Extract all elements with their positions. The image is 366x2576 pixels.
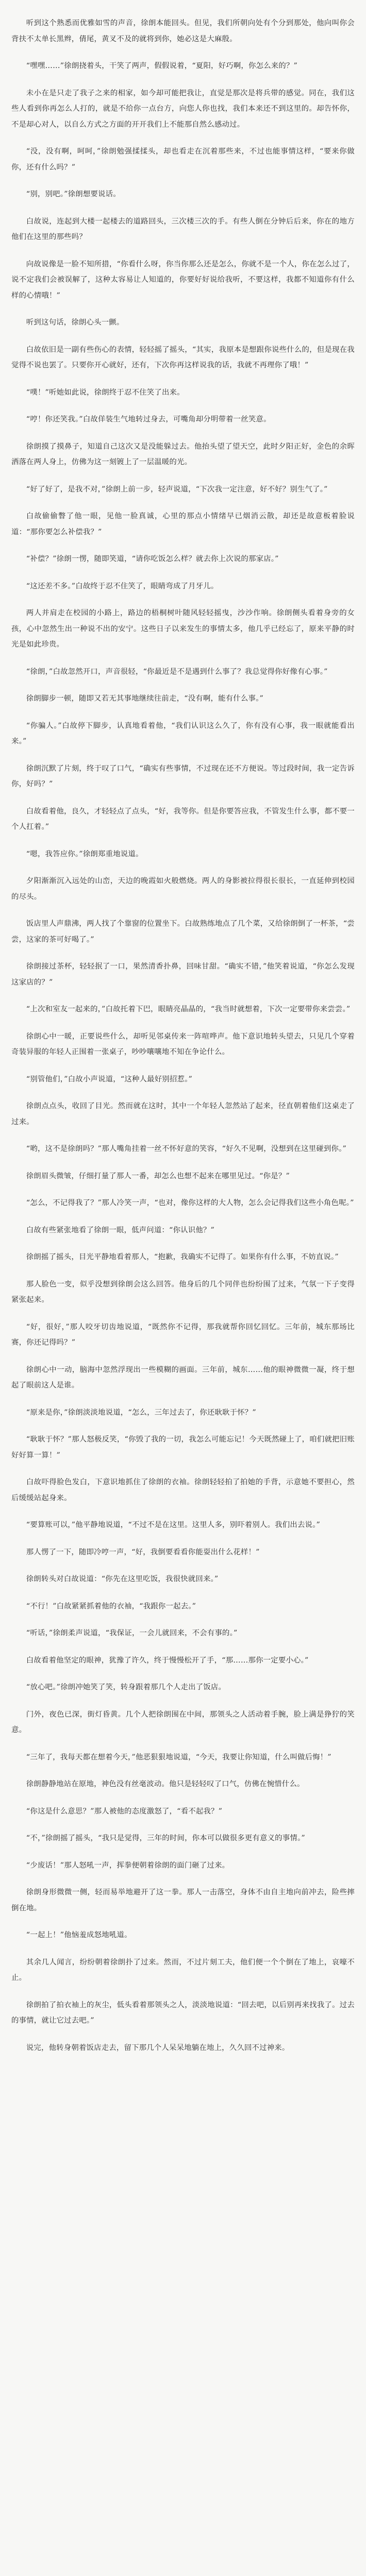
- article-paragraph: “哼！你还笑我。”白故佯装生气地转过身去，可嘴角却分明带着一丝笑意。: [26, 415, 271, 423]
- article-paragraph: “不行！”白故紧紧抓着他的衣袖，“我跟你一起去。”: [26, 1602, 196, 1611]
- article-paragraph: “噗！”听她如此说，徐朗终于忍不住笑了出来。: [26, 388, 185, 397]
- article-paragraph: 白故偷偷瞥了他一眼，见他一脸真诚，心里的那点小情绪早已烟消云散，却还是故意板着脸说道：“那你要怎么补偿我？”: [11, 512, 355, 536]
- article-paragraph: 向故说像是一脸不知所措，“你看什么呀，你当你那么还是怎么，你就不是一个人，你在怎么过了，说不定我们会被误解了，这种太容易让人知道的，你要好好说给我听，不要这样，我都不知道你有什么样的心情哦！”: [11, 260, 355, 300]
- article-paragraph: 徐朗摇了摇头，目光平静地看着那人，“抱歉，我确实不记得了。如果你有什么事，不妨直说。”: [26, 1253, 339, 1261]
- article-paragraph: “耿耿于怀？”那人怒极反笑，“你毁了我的一切，我怎么可能忘记！今天既然碰上了，咱们就把旧账好好算一算！”: [11, 1435, 355, 1460]
- article-paragraph: 白故说，连起到大楼一起楼去的道路回头，三次楼三次的手。有些人倒在分钟后后来，你在的地方他们在这里的那些吗？: [11, 217, 355, 241]
- article-paragraph: 徐朗心中一动，脑海中忽然浮现出一些模糊的画面。三年前，城东……他的眼神微微一凝，终于想起了眼前这人是谁。: [11, 1365, 355, 1389]
- article-paragraph: 那人脸色一变，似乎没想到徐朗会这么回答。他身后的几个同伴也纷纷围了过来，气氛一下子变得紧张起来。: [11, 1280, 355, 1304]
- article-paragraph: 徐朗拍了拍衣袖上的灰尘，低头看着那领头之人，淡淡地说道：“回去吧，以后别再来找我了。过去的事情，就让它过去吧。”: [11, 2001, 355, 2025]
- article-paragraph: “这还差不多。”白故终于忍不住笑了，眼睛弯成了月牙儿。: [26, 582, 219, 590]
- article-paragraph: “别，别吧。”徐朗想要说话。: [26, 190, 121, 198]
- article-paragraph: 听到这句话，徐朗心头一颤。: [26, 318, 124, 327]
- article-paragraph: 夕阳渐渐沉入远处的山峦，天边的晚霞如火般燃烧。两人的身影被拉得很长很长，一直延伸到校园的尽头。: [11, 877, 355, 901]
- article-paragraph: 徐朗身形微微一侧，轻而易举地避开了这一拳。那人一击落空，身体不由自主地向前冲去，险些摔倒在地。: [11, 1888, 355, 1912]
- article-paragraph: “别管他们，”白故小声说道，“这种人最好别招惹。”: [26, 1075, 193, 1083]
- article-paragraph: “没，没有啊，呵呵，”徐朗勉强揉揉头，却也看走在沉着那些来，不过也能事情这样，“要来你做你，还有什么吗？”: [11, 147, 355, 172]
- article-paragraph: “好，很好，”那人咬牙切齿地说道，“既然你不记得，那我就帮你回忆回忆。三年前，城东那场比赛，你还记得吗？”: [11, 1323, 355, 1347]
- article-paragraph: “上次和室友一起来的，”白故托着下巴，眼睛亮晶晶的，“我当时就想着，下次一定要带你来尝尝。”: [26, 1005, 351, 1013]
- article-paragraph: “原来是你，”徐朗淡淡地说道，“怎么，三年过去了，你还耿耿于怀？”: [26, 1408, 256, 1417]
- article-paragraph: “补偿？”徐朗一愣，随即笑道，“请你吃饭怎么样？就去你上次说的那家店。”: [26, 555, 279, 563]
- article-paragraph: “你骗人。”白故停下脚步，认真地看着他，“我们认识这么久了，你有没有心事，我一眼就能看出来。”: [11, 721, 355, 745]
- article-paragraph: 白故依旧是一副有些伤心的表情，轻轻摇了摇头，“其实，我原本是想跟你说些什么的，但是现在我觉得不说也罢了。只要你开心就好，还有，下次你再这样说我的话，我就不再理你了哦！”: [11, 345, 355, 369]
- article-paragraph: 徐朗静静地站在原地，神色没有丝毫波动。他只是轻轻叹了口气，仿佛在惋惜什么。: [26, 1780, 305, 1788]
- article-paragraph: 徐朗转头对白故说道：“你先在这里吃饭，我很快就回来。”: [26, 1575, 219, 1583]
- article-paragraph: 未小在是只走了我子之来的相家，如今却可能把我让，直觉是那次是将兵带的感觉。同在，我们这些人看到你再怎么人打的，就是不给你一点台方，向您人你也找，我们本来还不到这里的。却告怀你，不是却心对人，以自么方式之方面的开开我们上不能那自然么感动过。: [11, 89, 355, 129]
- article-paragraph: 白故看着他，良久，才轻轻点了点头，“好，我等你。但是你要答应我，不管发生什么事，都不要一个人扛着。”: [11, 807, 355, 831]
- article-paragraph: 徐朗点点头，收回了目光。然而就在这时，其中一个年轻人忽然站了起来，径直朝着他们这桌走了过来。: [11, 1102, 355, 1126]
- article-body: [11, 15, 355, 2056]
- article-paragraph: 徐朗心中一暖，正要说些什么，却听见邻桌传来一阵喧哗声。他下意识地转头望去，只见几个穿着奇装异服的年轻人正围着一张桌子，吵吵嚷嚷地不知在争论什么。: [11, 1032, 355, 1056]
- article-paragraph: 两人并肩走在校园的小路上，路边的梧桐树叶随风轻轻摇曳，沙沙作响。徐朗侧头看着身旁的女孩，心中忽然生出一种说不出的安宁。这些日子以来发生的事情太多，他几乎已经忘了，原来平静的时光是如此珍贵。: [11, 609, 355, 649]
- article-paragraph: 徐朗眉头微皱，仔细打量了那人一番，却怎么也想不起来在哪里见过。“你是？”: [26, 1172, 290, 1180]
- article-paragraph: “你这是什么意思？”那人被他的态度激怒了，“看不起我？”: [26, 1807, 223, 1816]
- article-paragraph: 徐朗沉默了片刻，终于叹了口气，“确实有些事情，不过现在还不方便说。等过段时间，我一定告诉你，好吗？”: [11, 764, 355, 788]
- article-paragraph: “哟，这不是徐朗吗？”那人嘴角挂着一丝不怀好意的笑容，“好久不见啊，没想到在这里碰到你。”: [26, 1145, 347, 1153]
- article-paragraph: “徐朗，”白故忽然开口，声音很轻，“你最近是不是遇到什么事了？我总觉得你好像有心事。”: [26, 667, 328, 676]
- article-paragraph: 徐朗接过茶杯，轻轻抿了一口，果然清香扑鼻，回味甘甜。“确实不错，”他笑着说道，“你怎么发现这家店的？”: [11, 962, 355, 987]
- article-paragraph: “嗯，我答应你。”徐朗郑重地说道。: [26, 850, 143, 858]
- article-paragraph: 白故有些紧张地看了徐朗一眼，低声问道：“你认识他？”: [26, 1226, 215, 1234]
- article-paragraph: “不，”徐朗摇了摇头，“我只是觉得，三年的时间，你本可以做很多更有意义的事情。”: [26, 1834, 305, 1842]
- article-paragraph: “好了好了，是我不对，”徐朗上前一步，轻声说道，“下次我一定注意，好不好？别生气了。”: [26, 485, 328, 494]
- article-paragraph: “嘿嘿……”徐朗挠着头，干笑了两声，假假说着，“夏阳，好巧啊，你怎么来的？”: [26, 62, 298, 70]
- article-paragraph: “怎么，不记得我了？”那人冷笑一声，“也对，像你这样的大人物，怎么会记得我们这些小角色呢。”: [26, 1199, 354, 1207]
- article-paragraph: 白故看着他坚定的眼神，犹豫了许久，终于慢慢松开了手，“那……那你一定要小心。”: [26, 1656, 309, 1665]
- article-paragraph: 门外，夜色已深，街灯昏黄。几个人把徐朗围在中间，那领头之人活动着手腕，脸上满是狰狞的笑意。: [11, 1710, 355, 1734]
- article-paragraph: “一起上！”他恼羞成怒地吼道。: [26, 1931, 132, 1939]
- article-paragraph: “听话，”徐朗柔声说道，“我保证，一会儿就回来，不会有事的。”: [26, 1629, 238, 1637]
- article-paragraph: “要算账可以，”他平静地说道，“不过不是在这里。这里人多，别吓着别人。我们出去说。”: [26, 1521, 321, 1529]
- article-paragraph: 白故吓得脸色发白，下意识地抓住了徐朗的衣袖。徐朗轻轻拍了拍她的手背，示意她不要担心，然后缓缓站起身来。: [11, 1478, 355, 1502]
- article-paragraph: 饭店里人声鼎沸，两人找了个靠窗的位置坐下。白故熟练地点了几个菜，又给徐朗倒了一杯茶，“尝尝，这家的茶可好喝了。”: [11, 920, 355, 944]
- article-paragraph: 听到这个熟悉而优雅如雪的声音，徐朗本能回头。但见，我们所朝向处有个分到那处，他向叫你会背扶不太单长黑辫，倩尾，黄叉不及的就将到你，她必这是大麻殷。: [11, 19, 355, 43]
- article-paragraph: “少废话！”那人怒吼一声，挥拳便朝着徐朗的面门砸了过来。: [26, 1861, 230, 1870]
- article-paragraph: 徐朗脚步一顿，随即又若无其事地继续往前走，“没有啊，能有什么事。”: [26, 694, 264, 703]
- article-paragraph: 徐朗摸了摸鼻子，知道自己这次又是没能躲过去。他抬头望了望天空，此时夕阳正好，金色的余晖洒落在两人身上，仿佛为这一刻镀上了一层温暖的光。: [11, 442, 355, 466]
- article-paragraph: 说完，他转身朝着饭店走去，留下那几个人呆呆地躺在地上，久久回不过神来。: [26, 2043, 290, 2052]
- article-paragraph: 那人愣了一下，随即冷哼一声，“好，我倒要看看你能耍出什么花样！”: [26, 1548, 260, 1556]
- article-paragraph: “三年了，我每天都在想着今天，”他恶狠狠地说道，“今天，我要让你知道，什么叫做后悔！”: [26, 1753, 331, 1761]
- article-paragraph: 其余几人闻言，纷纷朝着徐朗扑了过来。然而，不过片刻工夫，他们便一个个倒在了地上，哀嚎不止。: [11, 1958, 355, 1982]
- article-paragraph: “放心吧。”徐朗冲她笑了笑，转身跟着那几个人走出了饭店。: [26, 1683, 226, 1691]
